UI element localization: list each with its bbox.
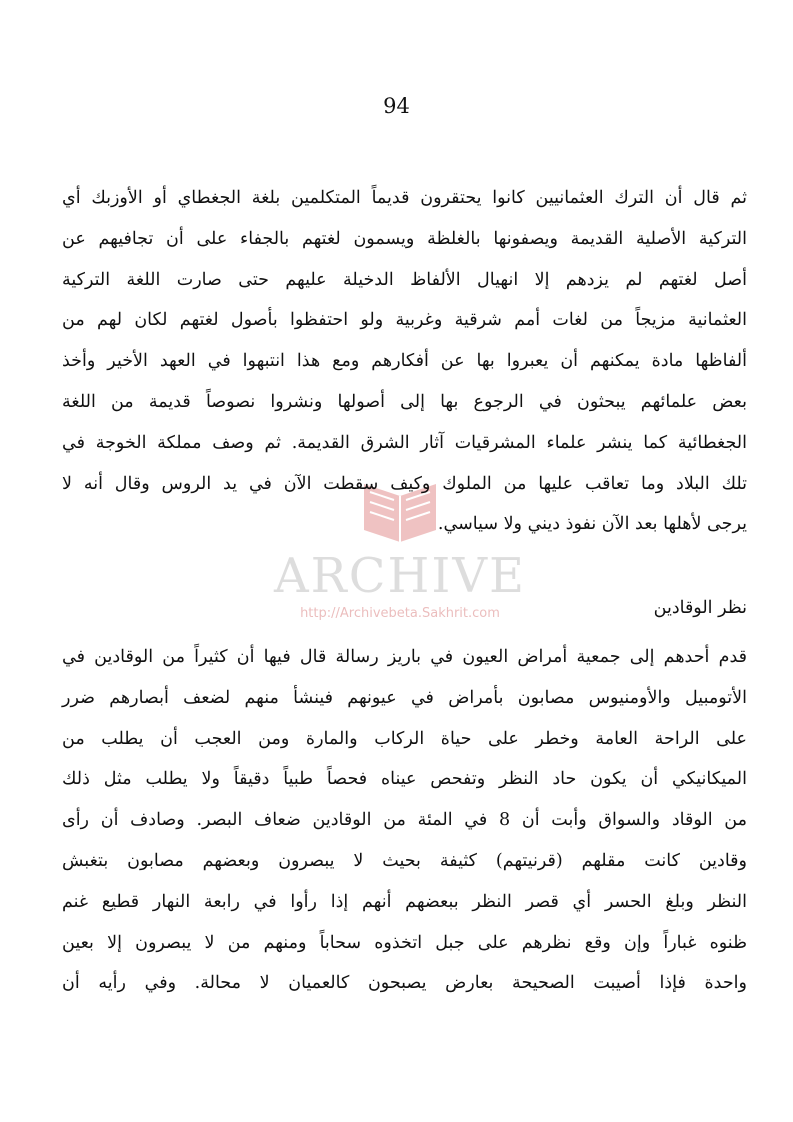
paragraph-drivers-vision	[62, 637, 747, 1004]
text-line: التركية الأصلية القديمة ويصفونها بالغلظة ويسمون لغتهم بالجفاء على أن تجافيهم عن	[62, 228, 747, 249]
text-line: تلك البلاد وما تعاقب عليها من الملوك وكيف سقطت الآن في يد الروس وقال أنه لا	[62, 473, 747, 494]
text-line: الميكانيكي أن يكون حاد النظر وتفحص عيناه فحصاً طبياً دقيقاً ولا يطلب مثل ذلك	[62, 769, 747, 790]
text-line: العثمانية مزيجاً من لغات أمم شرقية وغربية ولو احتفظوا بأصول لغتهم لكان لهم من	[62, 310, 747, 331]
text-line: الجغطائية كما ينشر علماء المشرقيات آثار الشرق القديمة. ثم وصف مملكة الخوجة في	[62, 432, 747, 453]
text-line: ثم قال أن الترك العثمانيين كانوا يحتقرون قديماً المتكلمين بلغة الجغطاي أو الأوزبك أي	[62, 188, 747, 208]
text-line: أصل لغتهم لم يزدهم إلا انهيال الألفاظ الدخيلة عليهم حتى صارت اللغة التركية	[62, 269, 747, 290]
text-line: ألفاظها مادة يمكنهم أن يعبروا بها عن أفكارهم ومع هذا انتبهوا في العهد الأخير وأخذ	[62, 351, 747, 372]
section-heading: نظر الوقادين	[653, 598, 747, 618]
paragraph-khwarazm	[62, 178, 747, 545]
text-line: وقادين كانت مقلهم (قرنيتهم) كثيفة بحيث لا يبصرون وبعضهم مصابون بتغبش	[62, 850, 747, 871]
text-line: واحدة فإذا أصيبت الصحيحة بعارض يصبحون كالعميان لا محالة. وفي رأيه أن	[62, 973, 747, 994]
text-line: قدم أحدهم إلى جمعية أمراض العيون في باريز رسالة قال فيها أن كثيراً من الوقادين في	[62, 647, 747, 667]
text-line: على الراحة العامة وخطر على حياة الركاب والمارة ومن العجب أن يطلب من	[62, 728, 747, 749]
text-line: النظر وبلغ الحسر أي قصر النظر ببعضهم أنهم إذا رأوا في رابعة النهار قطيع غنم	[62, 891, 747, 912]
page-number: 94	[383, 94, 410, 118]
text-line: ظنوه غباراً وإن وقع نظرهم على جبل اتخذوه سحاباً ومنهم من لا يبصرون إلا بعين	[62, 932, 747, 953]
watermark-url: http://Archivebeta.Sakhrit.com	[300, 606, 500, 621]
text-line: الأتومبيل والأومنيوس مصابون بأمراض في عيونهم فينشأ منهم لضعف أبصارهم ضرر	[62, 687, 747, 708]
watermark-title: ARCHIVE	[273, 548, 527, 604]
text-line: يرجى لأهلها بعد الآن نفوذ ديني ولا سياسي.	[437, 514, 747, 535]
text-line: بعض علمائهم يبحثون في الرجوع بها إلى أصولها ونشروا نصوصاً قديمة من اللغة	[62, 391, 747, 412]
text-line: من الوقاد والسواق وأبت أن 8 في المئة من الوقادين ضعاف البصر. وصادف أن رأى	[62, 810, 747, 831]
